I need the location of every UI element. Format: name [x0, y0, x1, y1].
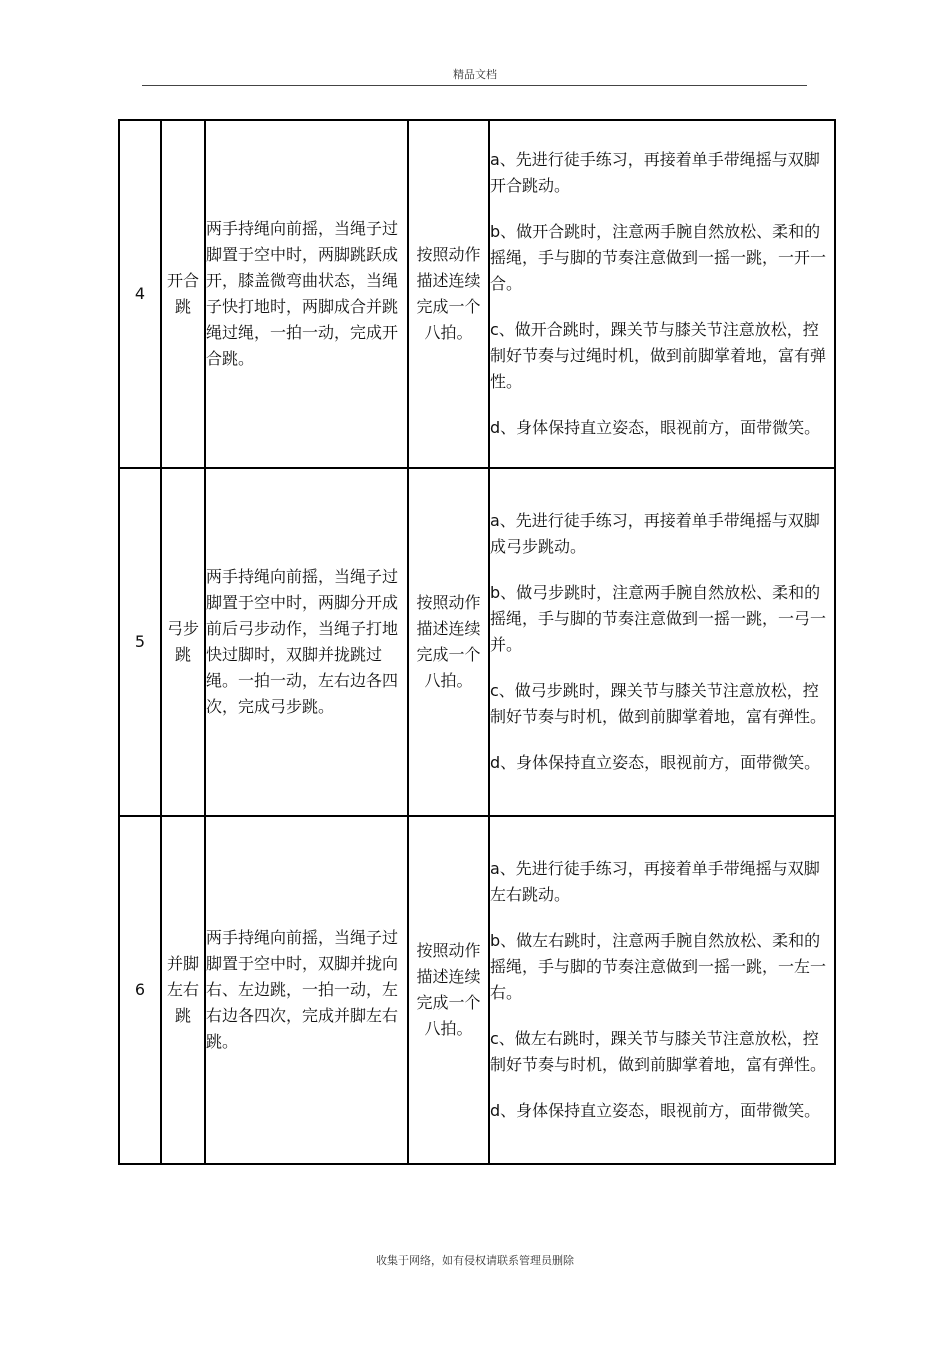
exercise-requirement: 按照动作描述连续完成一个八拍。: [408, 816, 489, 1164]
note-item: d、身体保持直立姿态，眼视前方，面带微笑。: [490, 418, 821, 437]
header-divider: [142, 85, 807, 86]
exercise-table: [118, 119, 836, 1165]
note-item: c、做左右跳时，踝关节与膝关节注意放松，控制好节奏与时机，做到前脚掌着地，富有弹性。: [490, 1029, 827, 1074]
note-item: c、做开合跳时，踝关节与膝关节注意放松，控制好节奏与过绳时机，做到前脚掌着地，富有弹性。: [490, 320, 827, 391]
table-row: [119, 468, 835, 816]
row-number: 4: [119, 120, 161, 468]
note-item: c、做弓步跳时，踝关节与膝关节注意放松，控制好节奏与时机，做到前脚掌着地，富有弹性。: [490, 681, 827, 726]
row-number: 5: [119, 468, 161, 816]
row-number: 6: [119, 816, 161, 1164]
exercise-name: 弓步跳: [161, 468, 205, 816]
note-item: a、先进行徒手练习，再接着单手带绳摇与双脚成弓步跳动。: [490, 511, 820, 556]
exercise-description: 两手持绳向前摇，当绳子过脚置于空中时，两脚分开成前后弓步动作，当绳子打地快过脚时，双脚并拢跳过绳。一拍一动，左右边各四次，完成弓步跳。: [205, 468, 408, 816]
exercise-notes: [489, 468, 835, 816]
table-row: [119, 816, 835, 1164]
exercise-requirement: 按照动作描述连续完成一个八拍。: [408, 120, 489, 468]
note-item: b、做弓步跳时，注意两手腕自然放松、柔和的摇绳，手与脚的节奏注意做到一摇一跳，一弓一并。: [490, 583, 827, 654]
note-item: a、先进行徒手练习，再接着单手带绳摇与双脚左右跳动。: [490, 859, 820, 904]
note-item: a、先进行徒手练习，再接着单手带绳摇与双脚开合跳动。: [490, 150, 820, 195]
exercise-name: 开合跳: [161, 120, 205, 468]
table-row: [119, 120, 835, 468]
exercise-requirement: 按照动作描述连续完成一个八拍。: [408, 468, 489, 816]
note-item: d、身体保持直立姿态，眼视前方，面带微笑。: [490, 1101, 821, 1120]
page-footer: 收集于网络，如有侵权请联系管理员删除: [376, 1254, 574, 1267]
exercise-notes: [489, 816, 835, 1164]
note-item: b、做左右跳时，注意两手腕自然放松、柔和的摇绳，手与脚的节奏注意做到一摇一跳，一左一右。: [490, 931, 827, 1002]
note-item: b、做开合跳时，注意两手腕自然放松、柔和的摇绳，手与脚的节奏注意做到一摇一跳，一开一合。: [490, 222, 827, 293]
exercise-notes: [489, 120, 835, 468]
note-item: d、身体保持直立姿态，眼视前方，面带微笑。: [490, 753, 821, 772]
exercise-name: 并脚左右跳: [161, 816, 205, 1164]
exercise-description: 两手持绳向前摇，当绳子过脚置于空中时，两脚跳跃成开，膝盖微弯曲状态，当绳子快打地时，两脚成合并跳绳过绳，一拍一动，完成开合跳。: [205, 120, 408, 468]
exercise-description: 两手持绳向前摇，当绳子过脚置于空中时，双脚并拢向右、左边跳，一拍一动，左右边各四次，完成并脚左右跳。: [205, 816, 408, 1164]
page-header: 精品文档: [453, 68, 497, 81]
